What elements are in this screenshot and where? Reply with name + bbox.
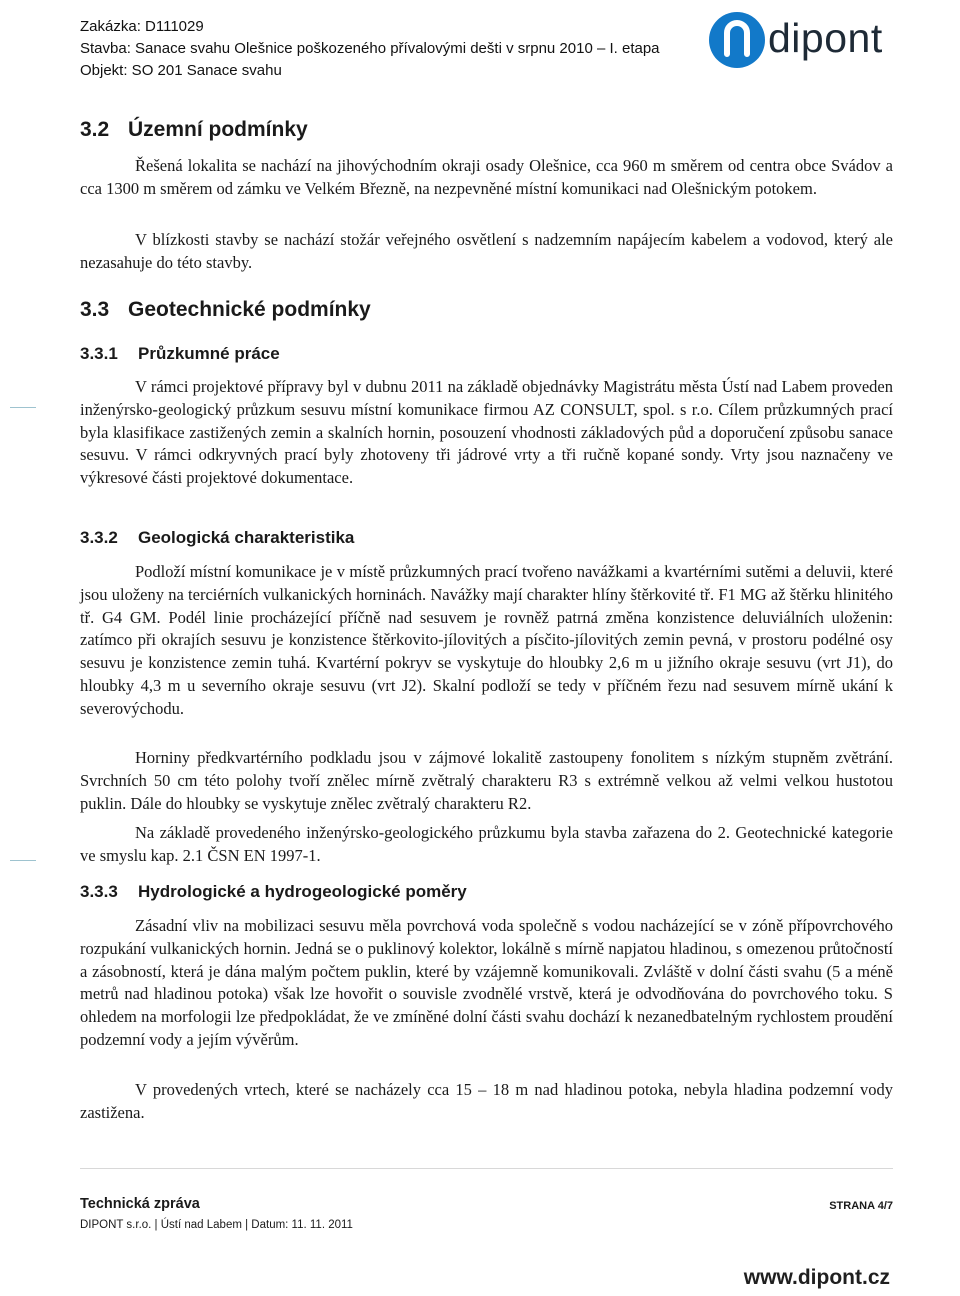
dipont-logo <box>705 6 895 72</box>
header-project-number: Zakázka: D111029 <box>80 18 204 35</box>
paragraph: Horniny předkvartérního podkladu jsou v zájmové lokalitě zastoupeny fonolitem s nízkým stupněm zvětrání. Svrchních 50 cm této polohy tvoří znělec mírně zvětralý charakteru R3 s extrémně velkou až velmi velkou hustotou puklin. Dále do hloubky se vyskytuje znělec zvětralý charakteru R2. <box>80 748 893 813</box>
paragraph: V provedených vrtech, které se nacházely cca 15 – 18 m nad hladinou potoka, nebyla hladina podzemní vody zastižena. <box>80 1080 893 1122</box>
paragraph: V rámci projektové přípravy byl v dubnu 2011 na základě objednávky Magistrátu města Ústí nad Labem proveden inženýrsko-geologický průzkum sesuvu místní komunikace firmou AZ CONSULT, spol. s r.o. Cílem průzkumných prací byla klasifikace zastižených zemin a skalních hornin, posouzení vhodnosti základových půd a doporučení způsobu sanace sesuvu. V rámci odkryvných prací byly zhotoveny tři jádrové vrty a tři ručně kopané sondy. Vrty jsou naznačeny ve výkresové části projektové dokumentace. <box>80 377 893 488</box>
heading-number: 3.2 <box>80 118 110 141</box>
heading-number: 3.3.1 <box>80 344 118 363</box>
heading-3-3-1 <box>80 344 280 364</box>
heading-number: 3.3.2 <box>80 528 118 547</box>
logo-wordmark: dipont <box>768 15 883 61</box>
heading-title: Hydrologické a hydrogeologické poměry <box>138 882 467 901</box>
heading-title: Geologická charakteristika <box>138 528 355 547</box>
paragraph: V blízkosti stavby se nachází stožár veřejného osvětlení s nadzemním napájecím kabelem a vodovod, který ale nezasahuje do této stavby. <box>80 230 893 272</box>
heading-3-2 <box>80 118 308 142</box>
footer-doc-title: Technická zpráva <box>80 1196 200 1212</box>
paragraph: Na základě provedeného inženýrsko-geologického průzkumu byla stavba zařazena do 2. Geotechnické kategorie ve smyslu kap. 2.1 ČSN EN 1997-1. <box>80 823 893 865</box>
header-object: Objekt: SO 201 Sanace svahu <box>80 62 282 79</box>
margin-revision-mark <box>10 860 36 861</box>
dipont-logo-mark-icon <box>705 6 765 72</box>
footer-company-info: DIPONT s.r.o. | Ústí nad Labem | Datum: 11. 11. 2011 <box>80 1219 353 1231</box>
heading-3-3 <box>80 298 371 322</box>
heading-number: 3.3.3 <box>80 882 118 901</box>
paragraph: Řešená lokalita se nachází na jihovýchodním okraji osady Olešnice, cca 960 m směrem od centra obce Svádov a cca 1300 m směrem od zámku ve Velkém Březně, na nezpevněné místní komunikaci nad Olešnickým potokem. <box>80 156 893 198</box>
heading-title: Geotechnické podmínky <box>128 298 371 321</box>
footer-website: www.dipont.cz <box>743 1266 890 1289</box>
heading-number: 3.3 <box>80 298 110 321</box>
footer-divider <box>80 1168 893 1169</box>
header-construction: Stavba: Sanace svahu Olešnice poškozeného přívalovými dešti v srpnu 2010 – I. etapa <box>80 40 660 57</box>
margin-revision-mark <box>10 407 36 408</box>
paragraph: Zásadní vliv na mobilizaci sesuvu měla povrchová voda společně s vodou nacházející se v zóně přípovrchového rozpukání vulkanických hornin. Jedná se o puklinový kolektor, lokálně s mírně napjatou hladinou, s omezenou průtočností a zásobností, která je dána malým počtem puklin, které by vzájemně komunikovali. Zvláště v dolní části svahu (5 a méně metrů nad hladinou potoka) však lze hovořit o souvisle zvodnělé vrstvě, která je odvodňována do povrchového toku. S ohledem na morfologii lze předpokládat, že ve zmíněné dolní části svahu dochází k nezanedbatelným rychlostem proudění podzemní vody a jejím vývěrům. <box>80 916 893 1049</box>
paragraph: Podloží místní komunikace je v místě průzkumných prací tvořeno navážkami a kvartérními sutěmi a deluvii, které jsou uloženy na terciérních vulkanických horninách. Navážky mají charakter hlíny štěrkovité tř. F1 MG až štěrku hlinitého tř. G4 GM. Podél linie procházející příčně nad sesuvem je rovněž patrná změna konzistence deluviálních uloženin: zatímco při okrajích sesuvu je konzistence štěrkovito-jílovitých a písčito-jílovitých zemin pevná, v prostoru podélné osy sesuvu je konzistence zemin tuhá. Kvartérní pokryv se vyskytuje do hloubky 2,6 m u jižního okraje sesuvu (vrt J1), do hloubky 4,3 m u severního okraje sesuvu (vrt J2). Skalní podloží se tedy v příčném řezu nad sesuvem mírně ukání k severovýchodu. <box>80 562 893 718</box>
footer-page-number: STRANA 4/7 <box>829 1200 893 1212</box>
heading-title: Územní podmínky <box>128 118 308 141</box>
heading-3-3-3 <box>80 882 467 902</box>
heading-3-3-2 <box>80 528 354 548</box>
heading-title: Průzkumné práce <box>138 344 280 363</box>
